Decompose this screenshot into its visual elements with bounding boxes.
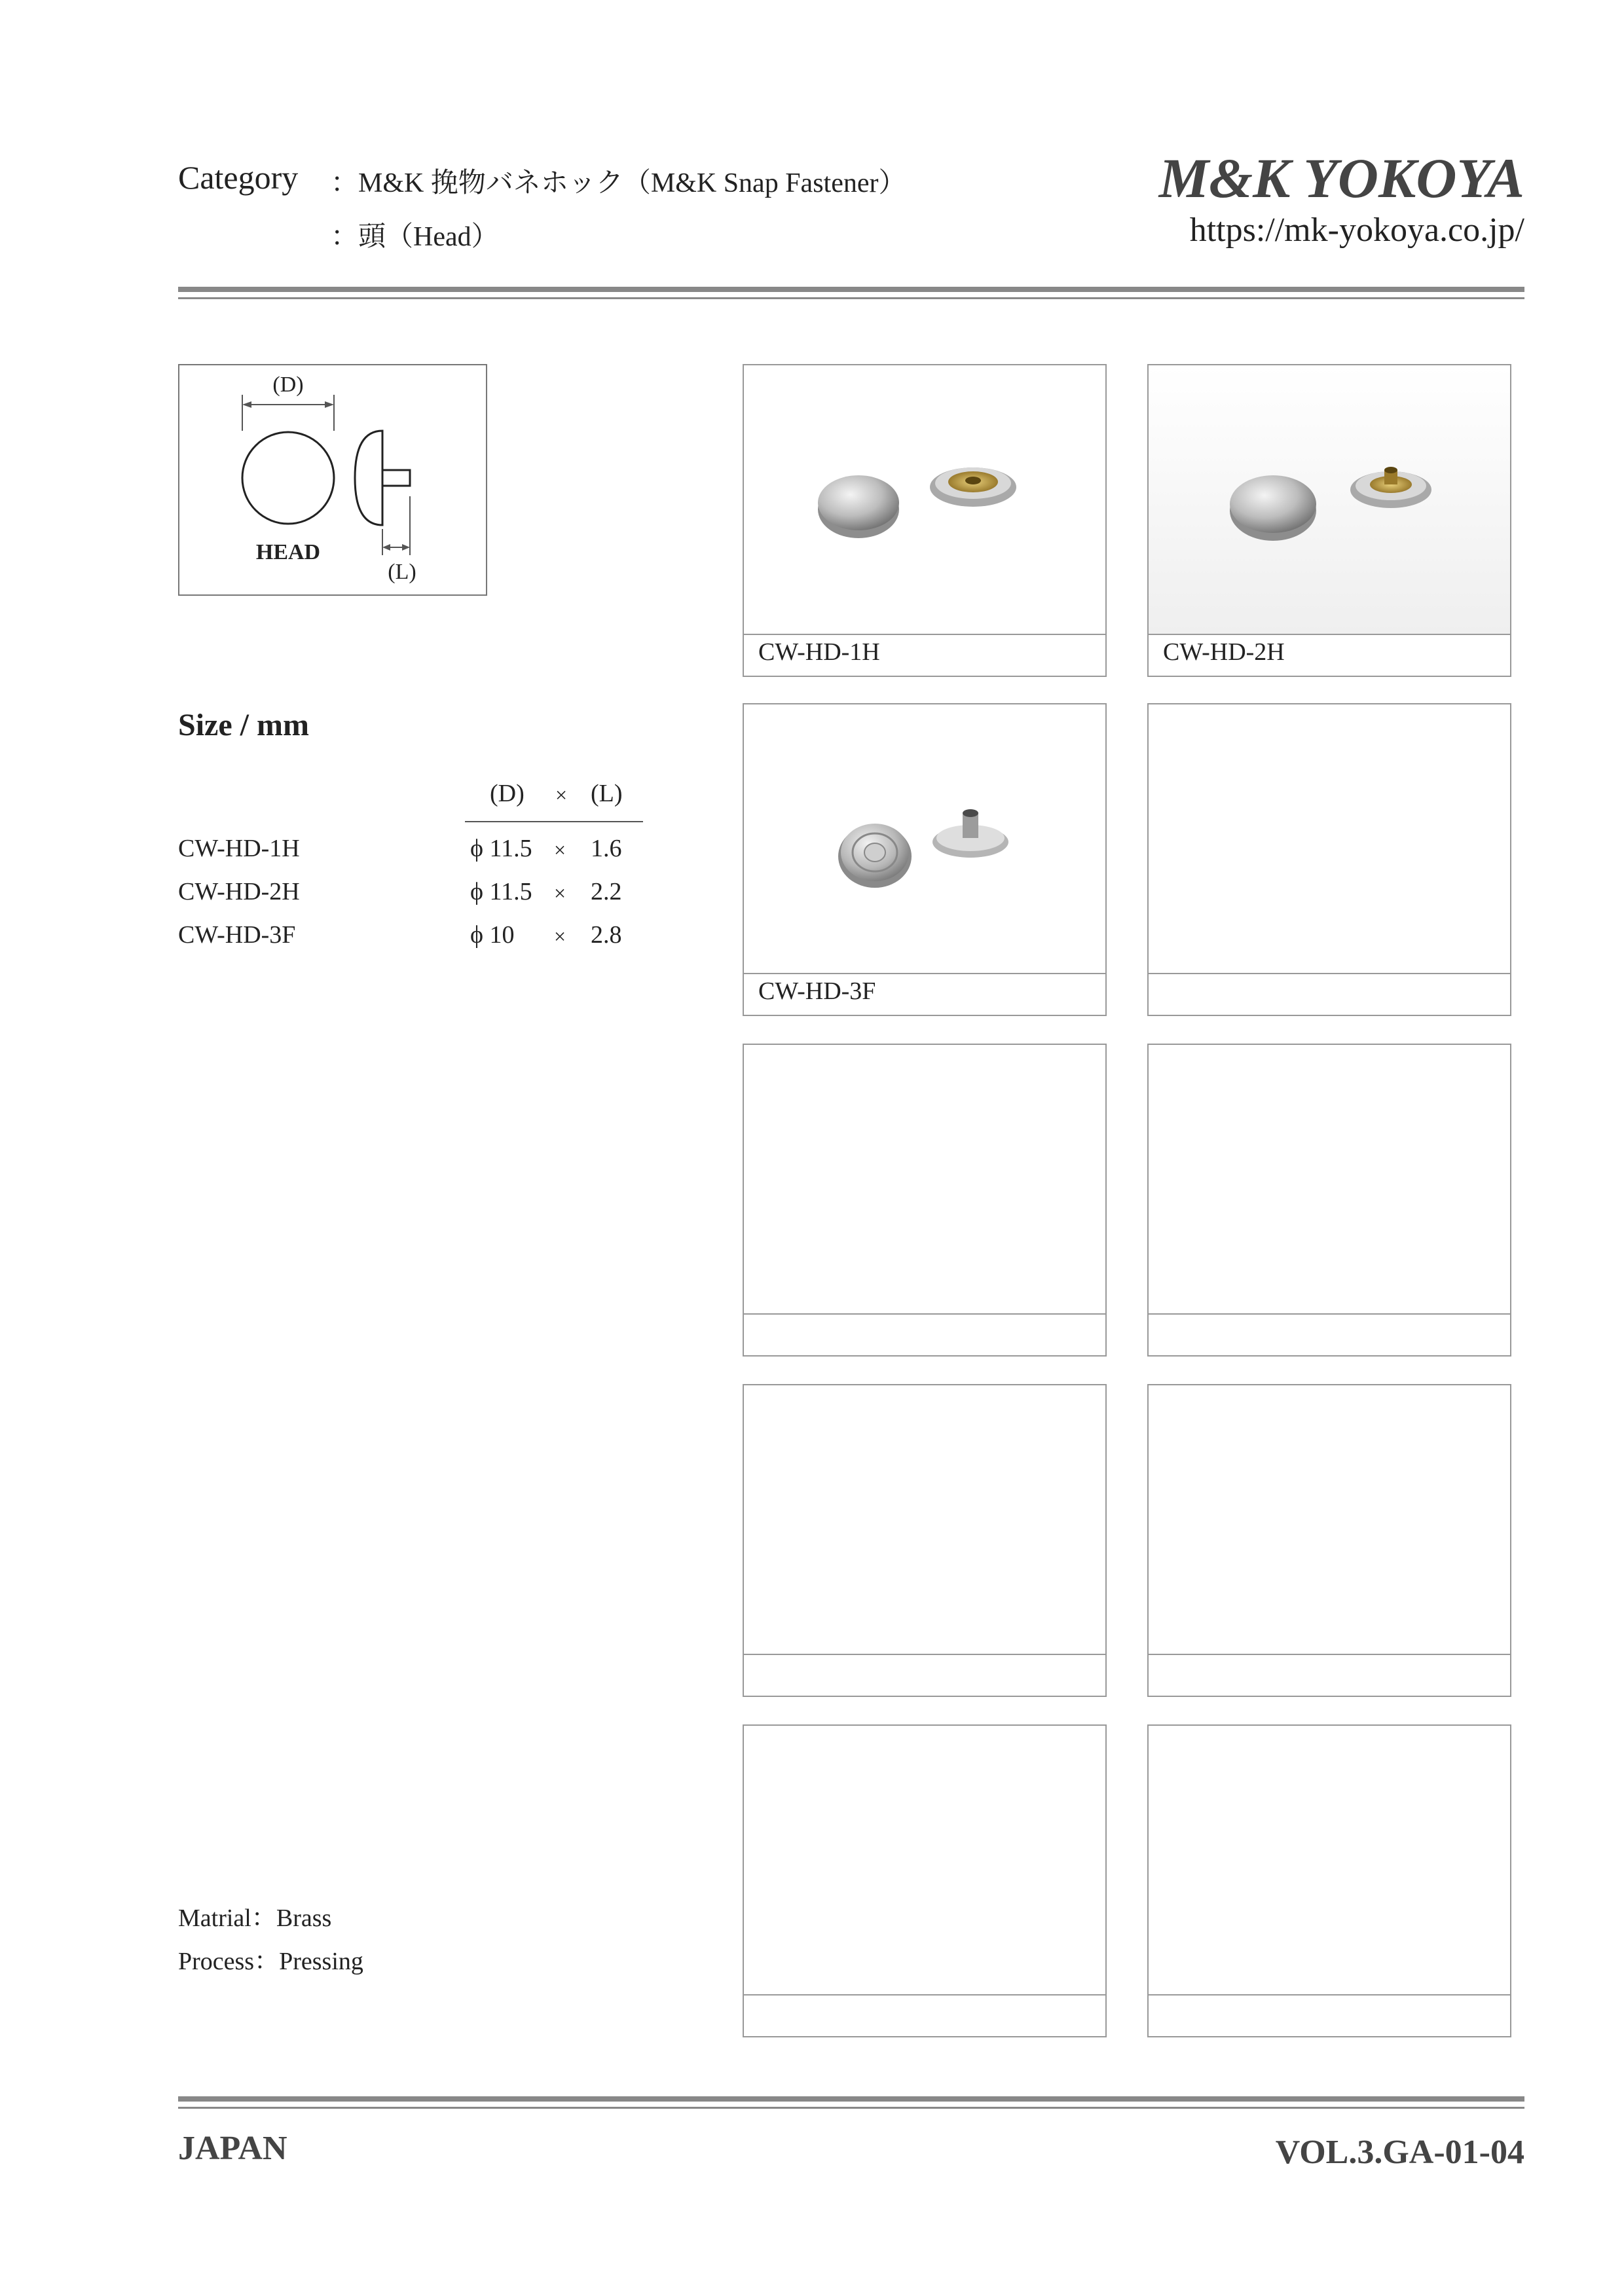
diagram-drawing (179, 365, 486, 594)
footer-country: JAPAN (178, 2130, 287, 2167)
snap-socket-center (1384, 467, 1397, 473)
product-photo-empty (1149, 1726, 1510, 1995)
product-card-empty (1147, 703, 1511, 1016)
size-row-x: × (554, 838, 566, 862)
size-row-model: CW-HD-3F (178, 921, 296, 949)
snap-flat-photo (744, 704, 1105, 973)
product-card-empty (1147, 1384, 1511, 1697)
size-row-d: ϕ 11.5 (470, 878, 532, 905)
product-code: CW-HD-3F (758, 977, 876, 1005)
header-rule-top (178, 287, 1524, 292)
product-photo (1149, 365, 1510, 635)
category-label: Category (178, 159, 299, 196)
snap-socket-center (965, 477, 981, 484)
header-rule-bottom (178, 297, 1524, 299)
product-card-empty (1147, 1044, 1511, 1357)
product-card-empty (743, 1724, 1107, 2037)
head-dimension-diagram (178, 364, 487, 596)
product-photo (744, 365, 1105, 635)
size-col-d: (D) (490, 780, 525, 807)
product-photo-empty (1149, 1385, 1510, 1655)
diagram-label-d: (D) (272, 373, 304, 397)
product-card-empty (743, 1044, 1107, 1357)
snap-head-photo (1149, 365, 1510, 634)
footer-rule-top (178, 2096, 1524, 2102)
product-code: CW-HD-2H (1163, 638, 1285, 666)
d-arrow-right (325, 401, 334, 408)
size-row-l: 2.2 (591, 878, 622, 905)
size-row-model: CW-HD-2H (178, 878, 300, 905)
product-code: CW-HD-1H (758, 638, 880, 666)
head-side-profile (355, 431, 382, 525)
footer-rule-bottom (178, 2107, 1524, 2109)
size-row-l: 1.6 (591, 835, 622, 862)
d-arrow-left (242, 401, 251, 408)
product-photo-empty (744, 1045, 1105, 1315)
head-side-post (382, 470, 410, 486)
snap-flat-center (864, 843, 885, 862)
l-arrow-left (382, 544, 390, 551)
diagram-label-l: (L) (388, 560, 416, 584)
material-spec: Matrial：Brass (178, 1904, 332, 1932)
product-card-empty (743, 1384, 1107, 1697)
snap-head-photo (744, 365, 1105, 634)
product-card-cw-hd-2h[interactable] (1147, 364, 1511, 677)
snap-stud-hole (963, 809, 978, 817)
snap-head-cap (1230, 475, 1316, 533)
product-photo-empty (1149, 704, 1510, 974)
size-row-d: ϕ 11.5 (470, 835, 532, 862)
product-card-cw-hd-1h[interactable] (743, 364, 1107, 677)
size-col-x: × (555, 783, 568, 807)
size-heading: Size / mm (178, 708, 309, 742)
l-arrow-right (402, 544, 410, 551)
brand-logo: M&K YOKOYA (1158, 147, 1524, 210)
product-photo (744, 704, 1105, 974)
diagram-label-head: HEAD (255, 540, 321, 564)
product-card-empty (1147, 1724, 1511, 2037)
product-photo-empty (744, 1726, 1105, 1995)
category-value-line1: ：M&K 挽物バネホック（M&K Snap Fastener） (331, 168, 906, 198)
product-photo-empty (744, 1385, 1105, 1655)
footer-volume-code: VOL.3.GA-01-04 (1275, 2134, 1524, 2171)
head-front-circle (242, 432, 334, 524)
product-card-cw-hd-3f[interactable] (743, 703, 1107, 1016)
snap-head-cap (818, 475, 899, 530)
size-row-model: CW-HD-1H (178, 835, 300, 862)
size-col-l: (L) (591, 780, 623, 807)
category-value-line2: ：頭（Head） (331, 222, 499, 252)
size-row-x: × (554, 881, 566, 905)
product-photo-empty (1149, 1045, 1510, 1315)
process-spec: Process：Pressing (178, 1948, 363, 1975)
website-url[interactable]: https://mk-yokoya.co.jp/ (1189, 211, 1524, 249)
size-row-x: × (554, 924, 566, 948)
size-row-d: ϕ 10 (470, 921, 515, 949)
size-table-rule (465, 821, 643, 822)
size-row-l: 2.8 (591, 921, 622, 949)
